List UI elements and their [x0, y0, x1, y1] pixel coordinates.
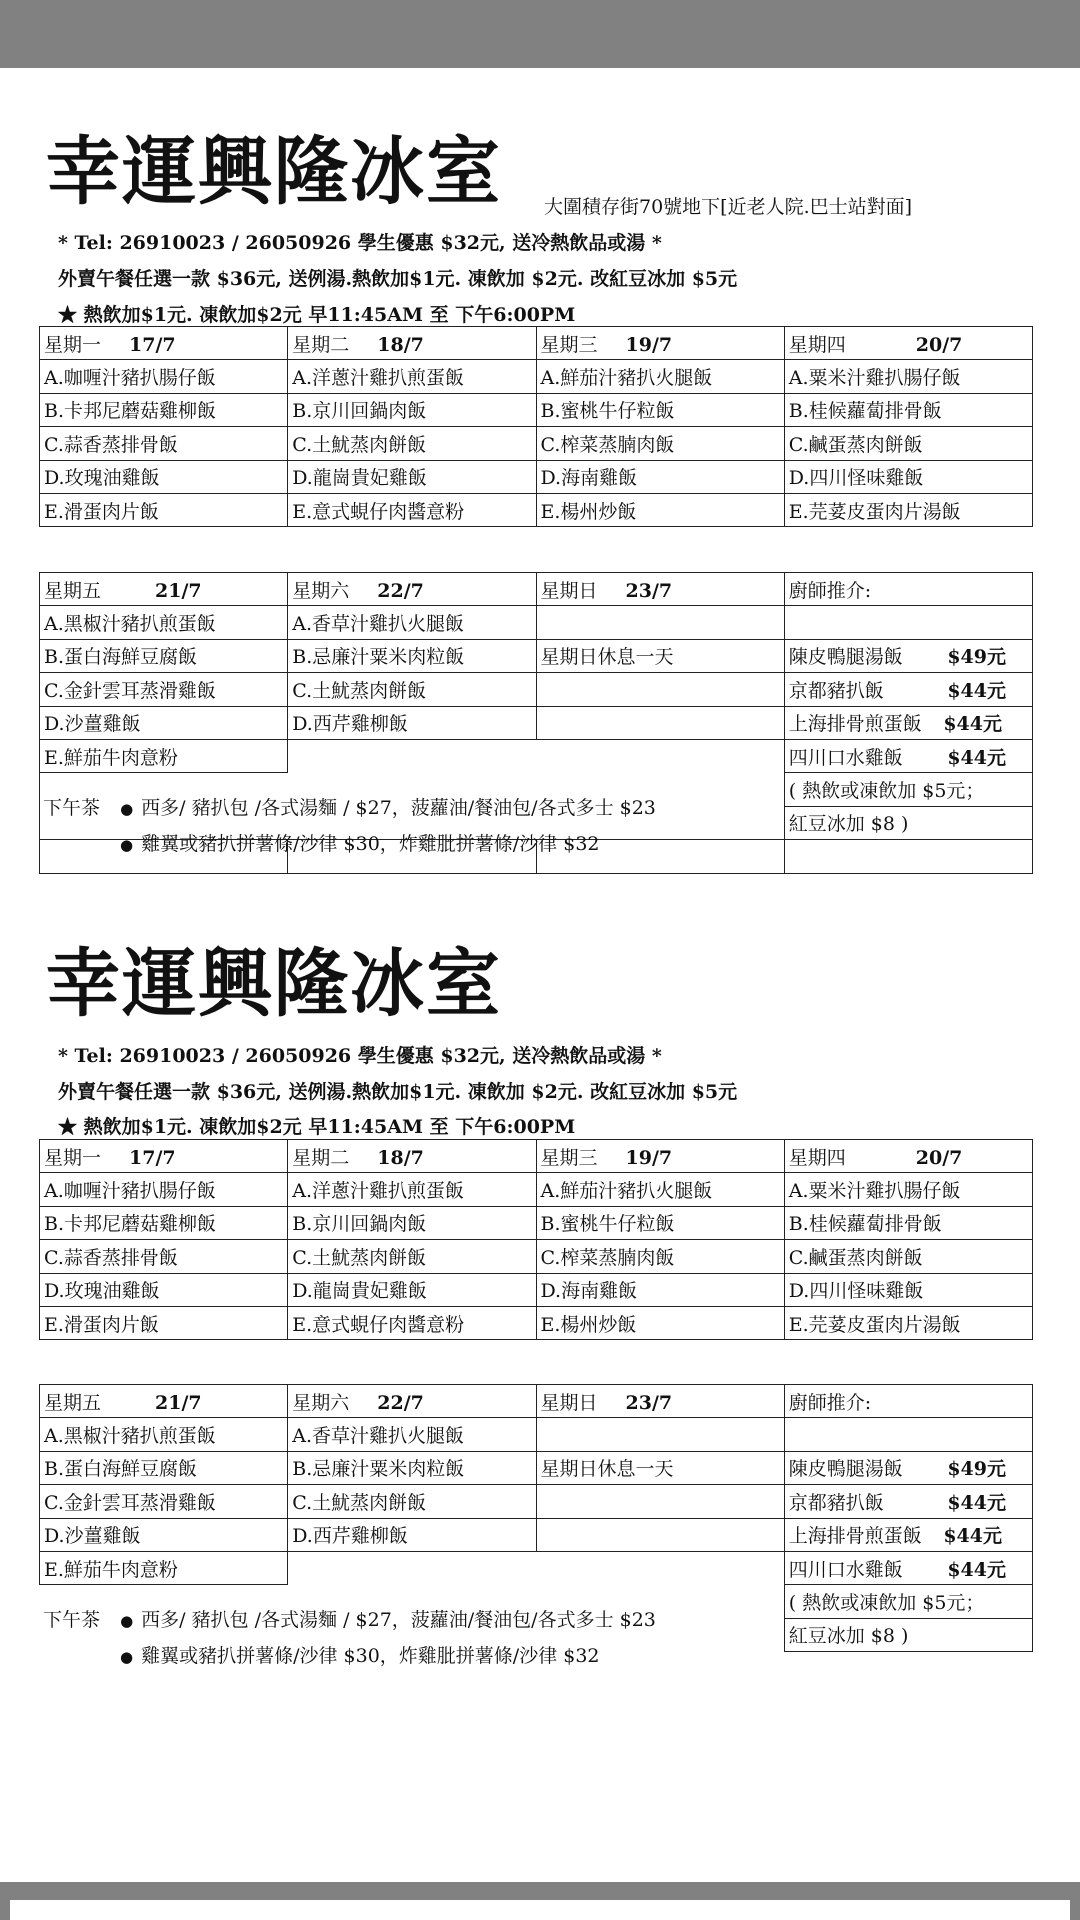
chef-item-price: $44元	[943, 1525, 1002, 1548]
day-date: 19/7	[625, 333, 673, 356]
chef-item	[784, 1551, 1032, 1584]
day-label: 星期六	[292, 1391, 350, 1414]
menu-item: B.卡邦尼蘑菇雞柳飯	[40, 1206, 288, 1239]
menu-item: C.榨菜蒸腩肉飯	[536, 427, 784, 460]
sunday-closed-note: 星期日休息一天	[536, 1451, 784, 1484]
day-header	[536, 573, 784, 606]
chef-item-price: $49元	[947, 1458, 1006, 1481]
day-date: 22/7	[377, 579, 424, 602]
menu-item: B.桂候蘿蔔排骨飯	[784, 1206, 1032, 1239]
day-label: 星期二	[292, 1146, 350, 1169]
day-label: 星期一	[44, 1146, 102, 1169]
afternoon-tea-text: 西多/ 豬扒包 /各式湯麵 / $27，菠蘿油/餐油包/各式多士 $23	[141, 1609, 656, 1631]
table-row	[40, 460, 1033, 493]
day-header	[288, 573, 536, 606]
chef-item-name: 上海排骨煎蛋飯	[788, 713, 922, 736]
menu-item: B.忌廉汁粟米肉粒飯	[288, 639, 536, 672]
empty-cell	[288, 1551, 536, 1584]
restaurant-name: 幸運興隆冰室	[46, 129, 502, 215]
chef-header: 廚師推介:	[784, 1385, 1032, 1418]
day-date: 19/7	[625, 1146, 673, 1169]
chef-item	[784, 1485, 1032, 1518]
menu-item: D.玫瑰油雞飯	[40, 1273, 288, 1306]
table-row	[40, 739, 1033, 772]
day-label: 星期三	[540, 1146, 598, 1169]
day-label: 星期日	[540, 1391, 598, 1414]
menu-item: C.土魷蒸肉餅飯	[288, 1240, 536, 1273]
day-label: 星期日	[540, 579, 598, 602]
chef-item-price: $44元	[947, 1558, 1006, 1581]
menu-item: A.鮮茄汁豬扒火腿飯	[536, 360, 784, 393]
menu-item: B.京川回鍋肉飯	[288, 1206, 536, 1239]
menu-item: D.沙薑雞飯	[40, 1518, 288, 1551]
menu-item: E.意式蜆仔肉醬意粉	[288, 1306, 536, 1339]
info-line-tel: * Tel: 26910023 / 26050926 學生優惠 $32元, 送冷熱飲品或湯 *	[58, 1045, 662, 1067]
day-label: 星期二	[292, 333, 350, 356]
empty-cell	[784, 840, 1032, 873]
table-row	[40, 673, 1033, 706]
day-header	[40, 1385, 288, 1418]
table-row	[40, 1173, 1033, 1206]
table-row	[40, 639, 1033, 672]
chef-item-name: 陳皮鴨腿湯飯	[788, 1458, 903, 1481]
day-header	[784, 1140, 1032, 1173]
day-header	[536, 1385, 784, 1418]
menu-item: B.蜜桃牛仔粒飯	[536, 1206, 784, 1239]
chef-item-price: $49元	[947, 646, 1006, 669]
bullet-icon: ●	[120, 836, 134, 854]
menu-item: E.楊州炒飯	[536, 493, 784, 526]
chef-item-price: $44元	[943, 713, 1002, 736]
day-header	[288, 1140, 536, 1173]
menu-item: C.金針雲耳蒸滑雞飯	[40, 673, 288, 706]
chef-item	[784, 739, 1032, 772]
day-label: 星期六	[292, 579, 350, 602]
restaurant-name: 幸運興隆冰室	[46, 941, 502, 1027]
menu-item: A.黑椒汁豬扒煎蛋飯	[40, 606, 288, 639]
menu-item: B.蛋白海鮮豆腐飯	[40, 639, 288, 672]
menu-item: C.蒜香蒸排骨飯	[40, 427, 288, 460]
info-line-takeaway: 外賣午餐任選一款 $36元, 送例湯.熱飲加$1元. 凍飲加 $2元. 改紅豆冰加 $5元	[58, 1081, 738, 1103]
day-header	[288, 327, 536, 360]
empty-cell	[784, 606, 1032, 639]
day-date: 20/7	[915, 1146, 963, 1169]
day-header	[40, 327, 288, 360]
menu-item: D.沙薑雞飯	[40, 706, 288, 739]
menu-item: A.粟米汁雞扒腸仔飯	[784, 1173, 1032, 1206]
table-row	[40, 1273, 1033, 1306]
menu-item: E.芫荽皮蛋肉片湯飯	[784, 493, 1032, 526]
day-date: 22/7	[377, 1391, 424, 1414]
afternoon-tea-label: 下午茶	[43, 797, 101, 819]
info-line-tel: * Tel: 26910023 / 26050926 學生優惠 $32元, 送冷熱飲品或湯 *	[58, 232, 662, 254]
menu-item: B.蛋白海鮮豆腐飯	[40, 1451, 288, 1484]
menu-item: C.鹹蛋蒸肉餅飯	[784, 427, 1032, 460]
day-label: 星期五	[44, 1391, 102, 1414]
menu-item: A.咖喱汁豬扒腸仔飯	[40, 1173, 288, 1206]
menu-item: B.卡邦尼蘑菇雞柳飯	[40, 393, 288, 426]
chef-item-price: $44元	[947, 679, 1006, 702]
chef-item-price: $44元	[947, 1491, 1006, 1514]
day-date: 23/7	[625, 579, 673, 602]
empty-cell	[536, 706, 784, 739]
day-date: 18/7	[377, 1146, 424, 1169]
day-header	[40, 573, 288, 606]
table-row	[40, 1451, 1033, 1484]
table-row	[40, 1206, 1033, 1239]
info-line-hours: ★ 熱飲加$1元. 凍飲加$2元 早11:45AM 至 下午6:00PM	[58, 304, 576, 326]
weekday-menu-table	[39, 326, 1033, 527]
day-date: 20/7	[915, 333, 963, 356]
day-label: 星期一	[44, 333, 102, 356]
table-row	[40, 360, 1033, 393]
chef-item-name: 陳皮鴨腿湯飯	[788, 646, 903, 669]
day-header	[536, 327, 784, 360]
day-date: 18/7	[377, 333, 424, 356]
menu-item: C.土魷蒸肉餅飯	[288, 1485, 536, 1518]
chef-note-1: ( 熱飲或凍飲加 $5元；	[784, 773, 1032, 806]
day-label: 星期五	[44, 579, 102, 602]
chef-item-name: 四川口水雞飯	[788, 1558, 903, 1581]
menu-item: D.海南雞飯	[536, 460, 784, 493]
day-header	[784, 327, 1032, 360]
menu-item: B.桂候蘿蔔排骨飯	[784, 393, 1032, 426]
chef-item	[784, 639, 1032, 672]
chef-note-2: 紅豆冰加 $8 )	[784, 1618, 1032, 1651]
menu-item: E.鮮茄牛肉意粉	[40, 739, 288, 772]
table-header-row	[40, 1385, 1033, 1418]
empty-cell	[536, 1418, 784, 1451]
empty-cell	[536, 739, 784, 772]
day-header	[40, 1140, 288, 1173]
table-header-row	[40, 1140, 1033, 1173]
menu-item: A.咖喱汁豬扒腸仔飯	[40, 360, 288, 393]
menu-item: D.海南雞飯	[536, 1273, 784, 1306]
empty-cell	[784, 1418, 1032, 1451]
bullet-icon: ●	[120, 800, 134, 818]
menu-item: B.忌廉汁粟米肉粒飯	[288, 1451, 536, 1484]
empty-cell	[536, 606, 784, 639]
menu-item: D.龍崗貴妃雞飯	[288, 1273, 536, 1306]
afternoon-tea-line-1	[43, 793, 656, 820]
chef-item-price: $44元	[947, 746, 1006, 769]
menu-item: C.榨菜蒸腩肉飯	[536, 1240, 784, 1273]
empty-cell	[536, 673, 784, 706]
table-row	[40, 606, 1033, 639]
bullet-icon: ●	[120, 1648, 134, 1666]
menu-item: B.蜜桃牛仔粒飯	[536, 393, 784, 426]
menu-item: E.滑蛋肉片飯	[40, 1306, 288, 1339]
table-row	[40, 393, 1033, 426]
menu-item: B.京川回鍋肉飯	[288, 393, 536, 426]
menu-item: D.西芹雞柳飯	[288, 706, 536, 739]
menu-item: D.四川怪味雞飯	[784, 460, 1032, 493]
chef-item	[784, 673, 1032, 706]
menu-item: A.粟米汁雞扒腸仔飯	[784, 360, 1032, 393]
bottom-page-edge	[10, 1900, 1070, 1920]
day-date: 23/7	[625, 1391, 673, 1414]
empty-cell	[288, 739, 536, 772]
table-header-row	[40, 573, 1033, 606]
empty-cell	[536, 1518, 784, 1551]
table-row	[40, 1306, 1033, 1339]
menu-item: C.土魷蒸肉餅飯	[288, 427, 536, 460]
chef-item	[784, 1451, 1032, 1484]
restaurant-address: 大圍積存街70號地下[近老人院.巴士站對面]	[544, 196, 913, 218]
afternoon-tea-text: 雞翼或豬扒拼薯條/沙律 $30，炸雞肶拼薯條/沙律 $32	[141, 833, 600, 855]
menu-item: C.金針雲耳蒸滑雞飯	[40, 1485, 288, 1518]
table-row	[40, 493, 1033, 526]
table-row	[40, 427, 1033, 460]
menu-item: E.楊州炒飯	[536, 1306, 784, 1339]
menu-item: C.鹹蛋蒸肉餅飯	[784, 1240, 1032, 1273]
weekday-menu-table	[39, 1139, 1033, 1340]
chef-note-1: ( 熱飲或凍飲加 $5元；	[784, 1585, 1032, 1618]
bullet-icon: ●	[120, 1612, 134, 1630]
day-label: 星期四	[788, 1146, 846, 1169]
menu-item: D.玫瑰油雞飯	[40, 460, 288, 493]
menu-item: E.意式蜆仔肉醬意粉	[288, 493, 536, 526]
menu-item: A.洋蔥汁雞扒煎蛋飯	[288, 1173, 536, 1206]
menu-item: C.蒜香蒸排骨飯	[40, 1240, 288, 1273]
day-date: 17/7	[129, 1146, 176, 1169]
table-row	[40, 1418, 1033, 1451]
day-date: 21/7	[155, 1391, 202, 1414]
menu-item: E.芫荽皮蛋肉片湯飯	[784, 1306, 1032, 1339]
afternoon-tea-text: 西多/ 豬扒包 /各式湯麵 / $27，菠蘿油/餐油包/各式多士 $23	[141, 797, 656, 819]
afternoon-tea-line-2	[120, 829, 600, 856]
menu-item: A.洋蔥汁雞扒煎蛋飯	[288, 360, 536, 393]
menu-item: A.香草汁雞扒火腿飯	[288, 606, 536, 639]
top-gray-bar	[0, 0, 1080, 68]
menu-item: C.土魷蒸肉餅飯	[288, 673, 536, 706]
afternoon-tea-line-2	[120, 1641, 600, 1668]
menu-item: D.龍崗貴妃雞飯	[288, 460, 536, 493]
menu-item: A.鮮茄汁豬扒火腿飯	[536, 1173, 784, 1206]
menu-item: A.黑椒汁豬扒煎蛋飯	[40, 1418, 288, 1451]
menu-item: E.滑蛋肉片飯	[40, 493, 288, 526]
table-row	[40, 1518, 1033, 1551]
chef-item	[784, 706, 1032, 739]
afternoon-tea-line-1	[43, 1605, 656, 1632]
chef-note-2: 紅豆冰加 $8 )	[784, 806, 1032, 839]
table-row	[40, 706, 1033, 739]
chef-item-name: 京都豬扒飯	[788, 679, 884, 702]
table-row	[40, 1240, 1033, 1273]
day-date: 17/7	[129, 333, 176, 356]
afternoon-tea-label: 下午茶	[43, 1609, 101, 1631]
chef-item-name: 四川口水雞飯	[788, 746, 903, 769]
day-label: 星期三	[540, 333, 598, 356]
chef-item-name: 上海排骨煎蛋飯	[788, 1525, 922, 1548]
day-label: 星期四	[788, 333, 846, 356]
info-line-hours: ★ 熱飲加$1元. 凍飲加$2元 早11:45AM 至 下午6:00PM	[58, 1116, 576, 1138]
day-header	[288, 1385, 536, 1418]
afternoon-tea-text: 雞翼或豬扒拼薯條/沙律 $30，炸雞肶拼薯條/沙律 $32	[141, 1645, 600, 1667]
info-line-takeaway: 外賣午餐任選一款 $36元, 送例湯.熱飲加$1元. 凍飲加 $2元. 改紅豆冰加 $5元	[58, 268, 738, 290]
empty-cell	[536, 1551, 784, 1584]
table-row	[40, 1485, 1033, 1518]
menu-item: D.西芹雞柳飯	[288, 1518, 536, 1551]
sunday-closed-note: 星期日休息一天	[536, 639, 784, 672]
day-header	[536, 1140, 784, 1173]
chef-item-name: 京都豬扒飯	[788, 1491, 884, 1514]
menu-item: D.四川怪味雞飯	[784, 1273, 1032, 1306]
menu-item: A.香草汁雞扒火腿飯	[288, 1418, 536, 1451]
menu-item: E.鮮茄牛肉意粉	[40, 1551, 288, 1584]
table-header-row	[40, 327, 1033, 360]
chef-header: 廚師推介:	[784, 573, 1032, 606]
empty-cell	[536, 1485, 784, 1518]
table-row	[40, 1551, 1033, 1584]
chef-item	[784, 1518, 1032, 1551]
day-date: 21/7	[155, 579, 202, 602]
